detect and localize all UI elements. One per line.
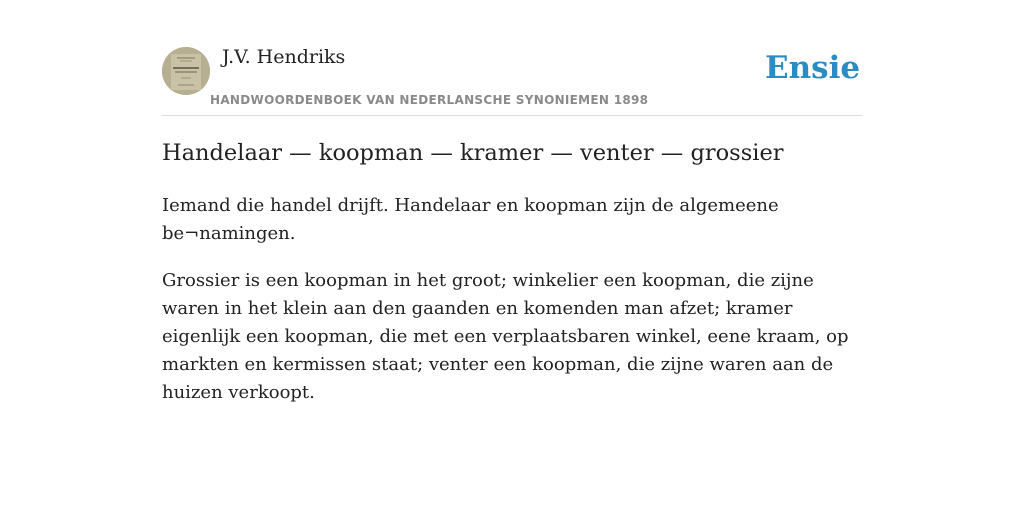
entry-body bbox=[162, 192, 862, 426]
author-name[interactable]: J.V. Hendriks bbox=[222, 46, 346, 68]
entry-title: Handelaar — koopman — kramer — venter — grossier bbox=[162, 140, 784, 166]
book-cover-icon bbox=[162, 47, 210, 95]
ensie-logo[interactable]: Ensie bbox=[765, 50, 861, 86]
entry-paragraph: Iemand die handel drijft. Handelaar en koopman zijn de algemeene be¬namingen. bbox=[162, 195, 779, 244]
header-divider bbox=[162, 115, 862, 116]
entry-paragraph: Grossier is een koopman in het groot; winkelier een koopman, die zijne waren in het klein aan den gaanden en komenden man afzet; kramer eigenlijk een koopman, die met een verplaatsbaren winkel, eene kraam, op markten en kermissen staat; venter een koopman, die zijne waren aan de huizen verkoopt. bbox=[162, 270, 849, 403]
avatar bbox=[162, 47, 210, 95]
source-title[interactable]: HANDWOORDENBOEK VAN NEDERLANSCHE SYNONIEMEN 1898 bbox=[210, 93, 649, 107]
